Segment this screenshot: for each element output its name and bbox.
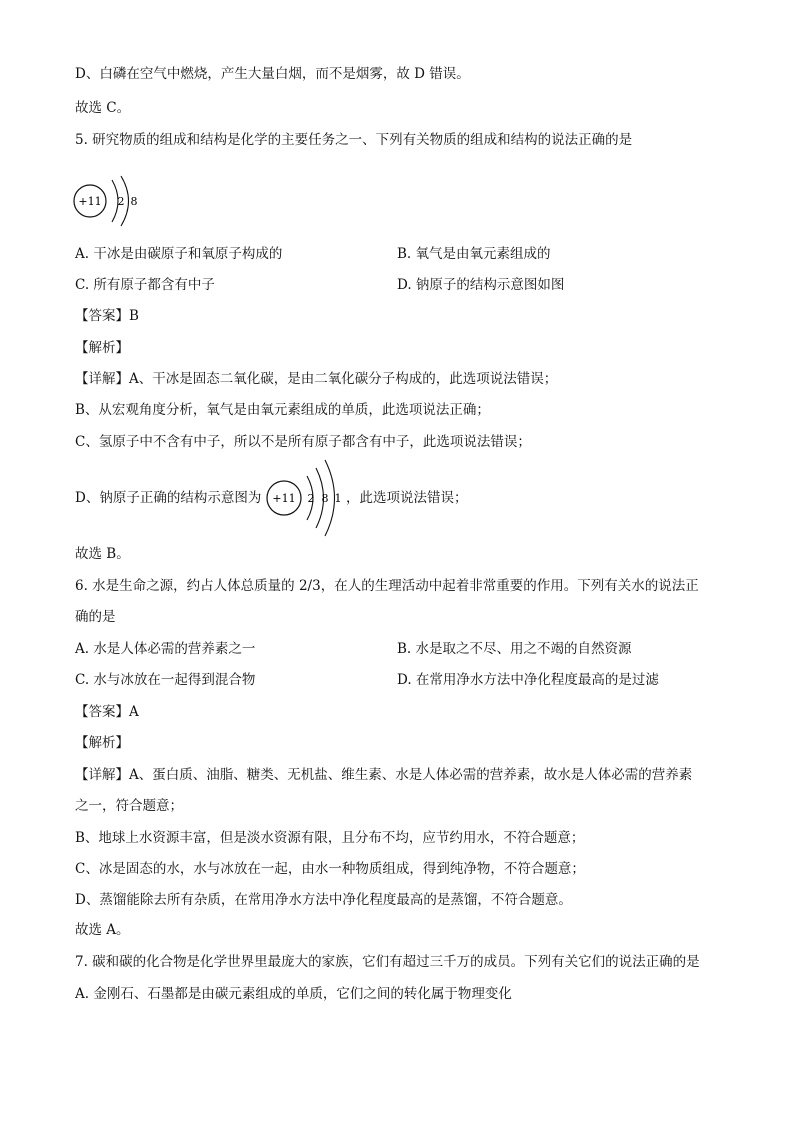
shell-electron-count: 8 xyxy=(321,492,329,505)
question-5: 5. 研究物质的组成和结构是化学的主要任务之一、下列有关物质的组成和结构的说法正确的是 xyxy=(75,132,633,148)
detail-line: D、钠原子正确的结构示意图为 xyxy=(75,490,262,506)
text-line: D、白磷在空气中燃烧，产生大量白烟，而不是烟雾，故 D 错误。 xyxy=(75,66,470,82)
option-c: C. 所有原子都含有中子 xyxy=(75,277,215,293)
detail-line: 【详解】A、蛋白质、油脂、糖类、无机盐、维生素、水是人体必需的营养素，故水是人体必需的营养素 xyxy=(75,767,693,783)
detail-line: D、蒸馏能除去所有杂质，在常用净水方法中净化程度最高的是蒸馏，不符合题意。 xyxy=(75,892,572,908)
detail-line: B、地球上水资源丰富，但是淡水资源有限，且分布不均，应节约用水，不符合题意； xyxy=(75,830,585,846)
shell-electron-count: 1 xyxy=(334,492,342,505)
atom-structure-diagram xyxy=(264,458,354,538)
option-b: B. 水是取之不尽、用之不竭的自然资源 xyxy=(397,641,632,657)
detail-line: B、从宏观角度分析，氧气是由氧元素组成的单质，此选项说法正确； xyxy=(75,402,490,418)
answer-label: 【答案】A xyxy=(75,704,139,720)
detail-line: C、冰是固态的水，水与冰放在一起，由水一种物质组成，得到纯净物，不符合题意； xyxy=(75,861,585,877)
option-a: A. 干冰是由碳原子和氧原子构成的 xyxy=(75,246,283,262)
question-7: 7. 碳和碳的化合物是化学世界里最庞大的家族，它们有超过三千万的成员。下列有关它们的说法正确的是 xyxy=(75,954,700,970)
select-line: 故选 A。 xyxy=(75,922,130,938)
analysis-label: 【解析】 xyxy=(75,735,129,751)
option-d: D. 在常用净水方法中净化程度最高的是过滤 xyxy=(397,672,659,688)
option-d: D. 钠原子的结构示意图如图 xyxy=(397,277,565,293)
detail-line: 之一，符合题意； xyxy=(75,798,183,814)
select-line: 故选 B。 xyxy=(75,546,130,562)
option-b: B. 氧气是由氧元素组成的 xyxy=(397,246,551,262)
text-line: 故选 C。 xyxy=(75,100,131,116)
option-a: A. 金刚石、石墨都是由碳元素组成的单质，它们之间的转化属于物理变化 xyxy=(75,986,512,1002)
answer-label: 【答案】B xyxy=(75,308,139,324)
detail-line: C、氢原子中不含有中子，所以不是所有原子都含有中子，此选项说法错误； xyxy=(75,434,531,450)
option-c: C. 水与冰放在一起得到混合物 xyxy=(75,672,256,688)
shell-electron-count: 2 xyxy=(307,492,315,505)
shell-electron-count: 8 xyxy=(130,195,138,208)
shell-electron-count: 2 xyxy=(117,195,125,208)
nucleus-charge: +11 xyxy=(78,195,102,208)
nucleus-charge: +11 xyxy=(272,492,296,505)
analysis-label: 【解析】 xyxy=(75,340,129,356)
question-6: 6. 水是生命之源，约占人体总质量的 2/3，在人的生理活动中起着非常重要的作用。下列有关水的说法正 xyxy=(75,578,699,594)
atom-structure-diagram xyxy=(70,174,150,230)
option-a: A. 水是人体必需的营养素之一 xyxy=(75,641,256,657)
detail-line-suffix: ，此选项说法错误； xyxy=(346,490,468,506)
question-6-cont: 确的是 xyxy=(75,609,116,625)
detail-line: 【详解】A、干冰是固态二氧化碳，是由二氧化碳分子构成的，此选项说法错误； xyxy=(75,371,558,387)
